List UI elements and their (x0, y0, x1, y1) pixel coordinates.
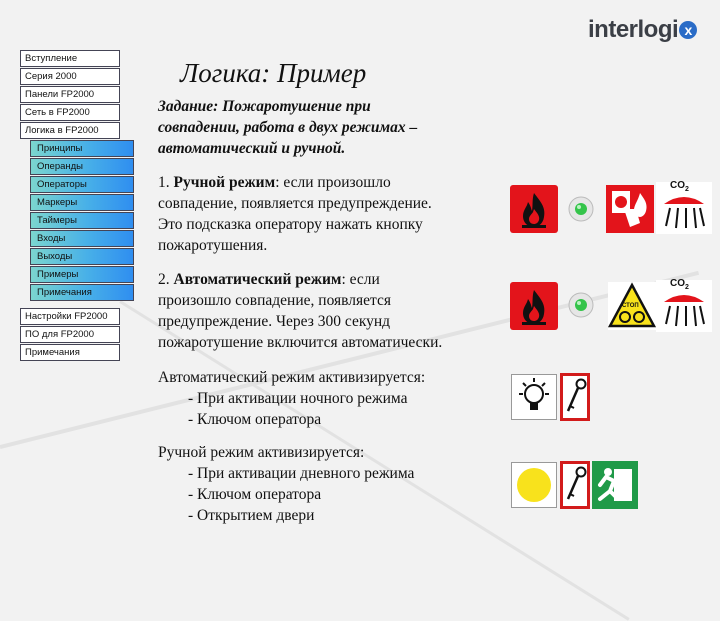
nav-item-outputs[interactable]: Выходы (30, 248, 134, 265)
auto-mode-text (158, 269, 442, 353)
nav-item-markers[interactable]: Маркеры (30, 194, 134, 211)
auto-activation-line: - Ключом оператора (188, 411, 322, 428)
manual-activation-text (158, 442, 414, 526)
slide-title: Логика: Пример (180, 58, 367, 88)
fire-alarm-icon (510, 282, 558, 330)
co2-text: CO (670, 278, 685, 289)
nav-item-software[interactable]: ПО для FP2000 (20, 326, 120, 343)
nav-item-series-2000[interactable]: Серия 2000 (20, 68, 120, 85)
auto-head: Автоматический режим (173, 271, 342, 288)
auto-line: предупреждение. Через 300 секунд (158, 313, 391, 330)
manual-activation-line: - Ключом оператора (188, 486, 322, 503)
nav-item-intro[interactable]: Вступление (20, 50, 120, 67)
fire-button-sign-icon (606, 185, 654, 233)
auto-line: пожаротушение включится автоматически. (158, 334, 443, 351)
operator-key-icon (560, 373, 590, 421)
manual-head: Ручной режим (173, 174, 276, 191)
nav-item-operands[interactable]: Операнды (30, 158, 134, 175)
task-line: автоматический и ручной. (158, 140, 346, 157)
logo-x-mark: x (679, 21, 697, 39)
auto-num: 2. (158, 271, 170, 288)
fire-alarm-icon (510, 185, 558, 233)
manual-activation-line: - Открытием двери (188, 507, 315, 524)
auto-line: произошло совпадение, появляется (158, 292, 391, 309)
manual-activation-line: - При активации дневного режима (188, 465, 415, 482)
manual-line1: : если произошло (275, 174, 391, 191)
nav-item-examples[interactable]: Примеры (30, 266, 134, 283)
task-line: Задание: Пожаротушение при (158, 98, 371, 115)
manual-activation-line: Ручной режим активизируется: (158, 444, 365, 461)
green-led-icon (568, 292, 594, 318)
nav-item-network[interactable]: Сеть в FP2000 (20, 104, 120, 121)
manual-line: Это подсказка оператору нажать кнопку (158, 216, 423, 233)
nav-item-panels[interactable]: Панели FP2000 (20, 86, 120, 103)
nav-item-notes[interactable]: Примечания (20, 344, 120, 361)
auto-activation-line: Автоматический режим активизируется: (158, 369, 426, 386)
task-line: совпадении, работа в двух режимах – (158, 119, 418, 136)
green-led-icon (568, 196, 594, 222)
nav-item-principles[interactable]: Принципы (30, 140, 134, 157)
nav-item-logic[interactable]: Логика в FP2000 (20, 122, 120, 139)
auto-activation-line: - При активации ночного режима (188, 390, 408, 407)
nav-item-sub-notes[interactable]: Примечания (30, 284, 134, 301)
manual-line: пожаротушения. (158, 237, 268, 254)
nav-item-inputs[interactable]: Входы (30, 230, 134, 247)
co2-text: CO (670, 180, 685, 191)
co2-label (670, 278, 689, 291)
manual-num: 1. (158, 174, 170, 191)
co2-subscript: 2 (685, 284, 689, 291)
nav-item-settings[interactable]: Настройки FP2000 (20, 308, 120, 325)
nav-item-timers[interactable]: Таймеры (30, 212, 134, 229)
sun-day-mode-icon (511, 462, 557, 508)
exit-door-icon (592, 461, 638, 509)
manual-mode-text (158, 172, 432, 256)
nav-item-operators[interactable]: Операторы (30, 176, 134, 193)
auto-activation-text (158, 367, 425, 430)
co2-label (670, 180, 689, 193)
logo-text: interlogi (588, 16, 679, 43)
co2-subscript: 2 (685, 186, 689, 193)
task-text (158, 96, 417, 159)
operator-key-icon (560, 461, 590, 509)
warning-label: СТОП (622, 303, 639, 309)
light-bulb-icon (511, 374, 557, 420)
manual-line: совпадение, появляется предупреждение. (158, 195, 432, 212)
auto-line1: : если (341, 271, 380, 288)
interlogix-logo (588, 16, 697, 44)
